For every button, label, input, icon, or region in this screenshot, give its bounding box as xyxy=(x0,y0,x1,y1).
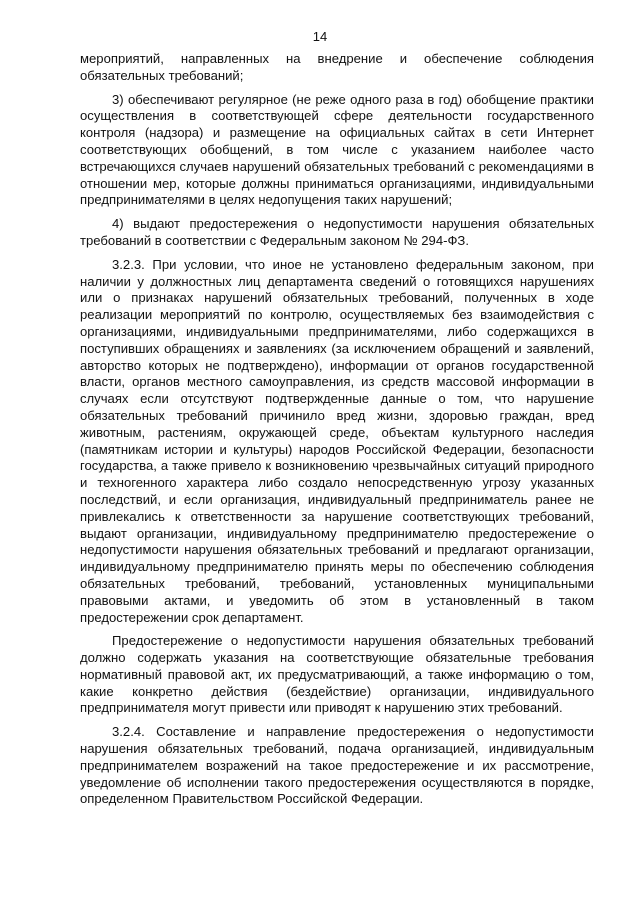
paragraph-continuation: мероприятий, направленных на внедрение и обеспечение соблюдения обязательных требований; xyxy=(80,51,594,83)
paragraph-item-4: 4) выдают предостережения о недопустимости нарушения обязательных требований в соответствии с Федеральным законом № 294-ФЗ. xyxy=(80,216,594,248)
page-number: 14 xyxy=(312,29,328,44)
document-body xyxy=(80,51,594,815)
paragraph-item-3: 3) обеспечивают регулярное (не реже одного раза в год) обобщение практики осуществления в соответствующей сфере деятельности государственного контроля (надзора) и размещение на официальных сайтах в сети Интернет соответствующих обобщений, в том числе с указанием наиболее часто встречающихся случаев нарушений обязательных требований с рекомендациями в отношении мер, которые должны приниматься организациями, индивидуальными предпринимателями в целях недопущения таких нарушений; xyxy=(80,91,594,208)
paragraph-3-2-4: 3.2.4. Составление и направление предостережения о недопустимости нарушения обязательных требований, подача организацией, индивидуальным предпринимателем возражений на такое предостережение и их рассмотрение, уведомление об исполнении такого предостережения осуществляются в порядке, определенном Правительством Российской Федерации. xyxy=(80,724,594,807)
paragraph-3-2-3: 3.2.3. При условии, что иное не установлено федеральным законом, при наличии у должностных лиц департамента сведений о готовящихся нарушениях или о признаках нарушений обязательных требований, полученных в ходе реализации мероприятий по контролю, осуществляемых без взаимодействия с организациями, индивидуальными предпринимателями, либо содержащихся в поступивших обращениях и заявлениях (за исключением обращений и заявлений, авторство которых не подтверждено), информации от органов государственной власти, органов местного самоуправления, из средств массовой информации в случаях если отсутствуют подтвержденные данные о том, что нарушение обязательных требований причинило вред жизни, здоровью граждан, вред животным, растениям, окружающей среде, объектам культурного наследия (памятникам истории и культуры) народов Российской Федерации, безопасности государства, а также привело к возникновению чрезвычайных ситуаций природного и техногенного характера либо создало непосредственную угрозу указанных последствий, и если организация, индивидуальный предприниматель ранее не привлекались к ответственности за нарушение соответствующих требований, выдают организации, индивидуальному предпринимателю предостережение о недопустимости нарушения обязательных требований и предлагают организации, индивидуальному предпринимателю принять меры по обеспечению соблюдения обязательных требований, требований, установленных муниципальными правовыми актами, и уведомить об этом в установленный в таком предостережении срок департамент. xyxy=(80,256,594,625)
paragraph-warning-content: Предостережение о недопустимости нарушения обязательных требований должно содержать указания на соответствующие обязательные требования нормативный правовой акт, их предусматривающий, а также информацию о том, какие конкретно действия (бездействие) организации, индивидуального предпринимателя могут привести или приводят к нарушению этих требований. xyxy=(80,633,594,716)
